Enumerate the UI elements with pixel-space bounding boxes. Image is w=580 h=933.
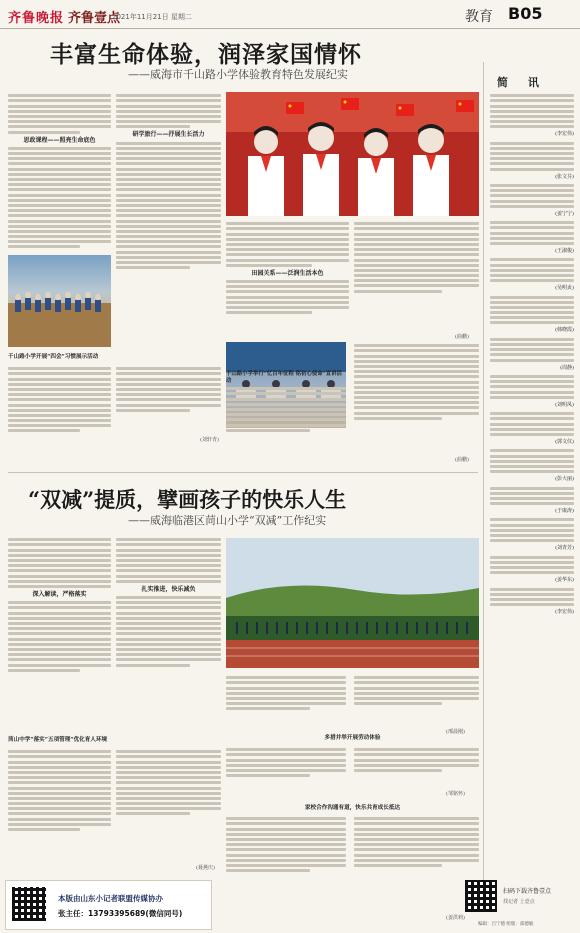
brief-byline-2: (张文芬) [555, 173, 574, 180]
article2-title: “双减”提质，擘画孩子的快乐人生 [28, 487, 347, 512]
article2-byline-2: (邢晨刚) [446, 729, 465, 735]
edition-logo: 齐鲁壹点 [68, 11, 121, 26]
article1-photo2-caption-text: 千山路小学举行“忆百年征程 铭初心使命”宣讲活动 [226, 371, 342, 385]
article2-byline-4: (姜洪莉) [446, 915, 465, 921]
article1-col4 [354, 220, 479, 330]
photo2-caption-holder [226, 368, 346, 385]
article1-photo-flags [226, 92, 479, 216]
paper-name: 齐鲁晚报 [8, 11, 65, 26]
article2-col8 [354, 815, 479, 910]
article2-col3 [226, 674, 346, 734]
article2-photo-field [226, 538, 479, 668]
brief-byline-13: (姜华东) [555, 577, 574, 584]
article2-subhead-2: 扎实推进，快乐减负 [141, 585, 196, 593]
article2-col7 [226, 815, 346, 910]
advert-line-1: 本版由山东小记者联盟传媒协办 [58, 894, 163, 903]
article2-col5 [226, 746, 346, 806]
article1-photo-students [8, 255, 111, 347]
article2-subtitle: ——威海临港区苘山小学“双减”工作纪实 [128, 514, 327, 527]
advert-line-2: 张主任：13793395689(微信同号) [58, 909, 183, 918]
brief-byline-6: (韩晓霞) [555, 327, 574, 334]
article2-col6 [354, 746, 479, 806]
footer-qr-sub: 找记者 上壹点 [503, 899, 535, 905]
article2-byline-1: (聂燕庆) [196, 865, 215, 871]
brief-byline-10: (彭大丽) [555, 476, 574, 483]
article1-subhead-1: 思政课程——照亮生命底色 [23, 136, 96, 144]
article1-byline-3: (曲鹏) [455, 457, 469, 463]
article1-subtitle: ——威海市千山路小学体验教育特色发展纪实 [128, 68, 348, 81]
article1-byline-1: (刘轩青) [200, 437, 219, 443]
brief-byline-9: (郭文仪) [555, 438, 574, 445]
masthead [0, 0, 580, 29]
article2-subhead-3: 家校合作沟通有道，快乐共育成长抵达 [304, 805, 401, 811]
article2-col1b [8, 748, 111, 873]
article1-col5 [8, 365, 111, 470]
article1-col3 [226, 220, 349, 330]
footer-qr-code[interactable] [465, 880, 497, 912]
briefs-column [490, 92, 574, 872]
column-rule [483, 62, 484, 902]
brief-byline-7: (周静) [560, 364, 574, 371]
brief-byline-8: (刘明凤) [555, 401, 574, 408]
article1-title: 丰富生命体验，润泽家国情怀 [50, 41, 362, 68]
article1-photo1-caption: 千山路小学开展“四会”习惯展示活动 [8, 354, 99, 360]
article2-col4 [354, 674, 479, 734]
article-divider [8, 472, 478, 473]
article1-byline-2: (曲鹏) [455, 334, 469, 340]
brief-byline-3: (姜宁宁) [555, 210, 574, 217]
issue-date: 2021年11月21日 星期二 [112, 13, 192, 21]
article1-col6 [116, 365, 221, 440]
article2-col1 [8, 536, 111, 746]
article2-col2b [116, 748, 221, 860]
advert-box [5, 880, 212, 930]
page-number: B05 [508, 4, 543, 23]
article2-subhead-1: 深入解读，严格落实 [32, 590, 87, 598]
article1-col2 [116, 92, 221, 347]
brief-byline-5: (吴明贞) [555, 285, 574, 292]
advert-qr-code[interactable] [12, 887, 46, 921]
article2-photo-caption: 多措并举开展劳动体验 [324, 735, 381, 741]
brief-byline-11: (于康涛) [555, 508, 574, 515]
article2-byline-3: (邹铭怀) [446, 791, 465, 797]
footer-qr-label: 扫码下载齐鲁壹点 [503, 888, 552, 895]
section-name: 教育 [465, 9, 493, 25]
brief-byline-1: (李宏伟) [555, 131, 574, 138]
brief-byline-14: (李宏伟) [555, 609, 574, 616]
brief-byline-12: (刘青芳) [555, 545, 574, 552]
brief-byline-4: (王淑俊) [555, 247, 574, 254]
article2-col2 [116, 536, 221, 731]
briefs-title: 简 讯 [497, 76, 547, 89]
article1-subhead-3: 田园关系——泛润生活本色 [251, 269, 324, 277]
article1-col7 [354, 342, 479, 462]
footer-editor: 编辑：吕宁德 组版：邵德敏 [478, 922, 534, 927]
article1-col8 [226, 385, 346, 460]
article2-left-caption: 苘山中学“落实”五项管理“优化育人环境 [8, 737, 108, 743]
article1-subhead-2: 研学旅行——抒展生长活力 [132, 131, 205, 139]
